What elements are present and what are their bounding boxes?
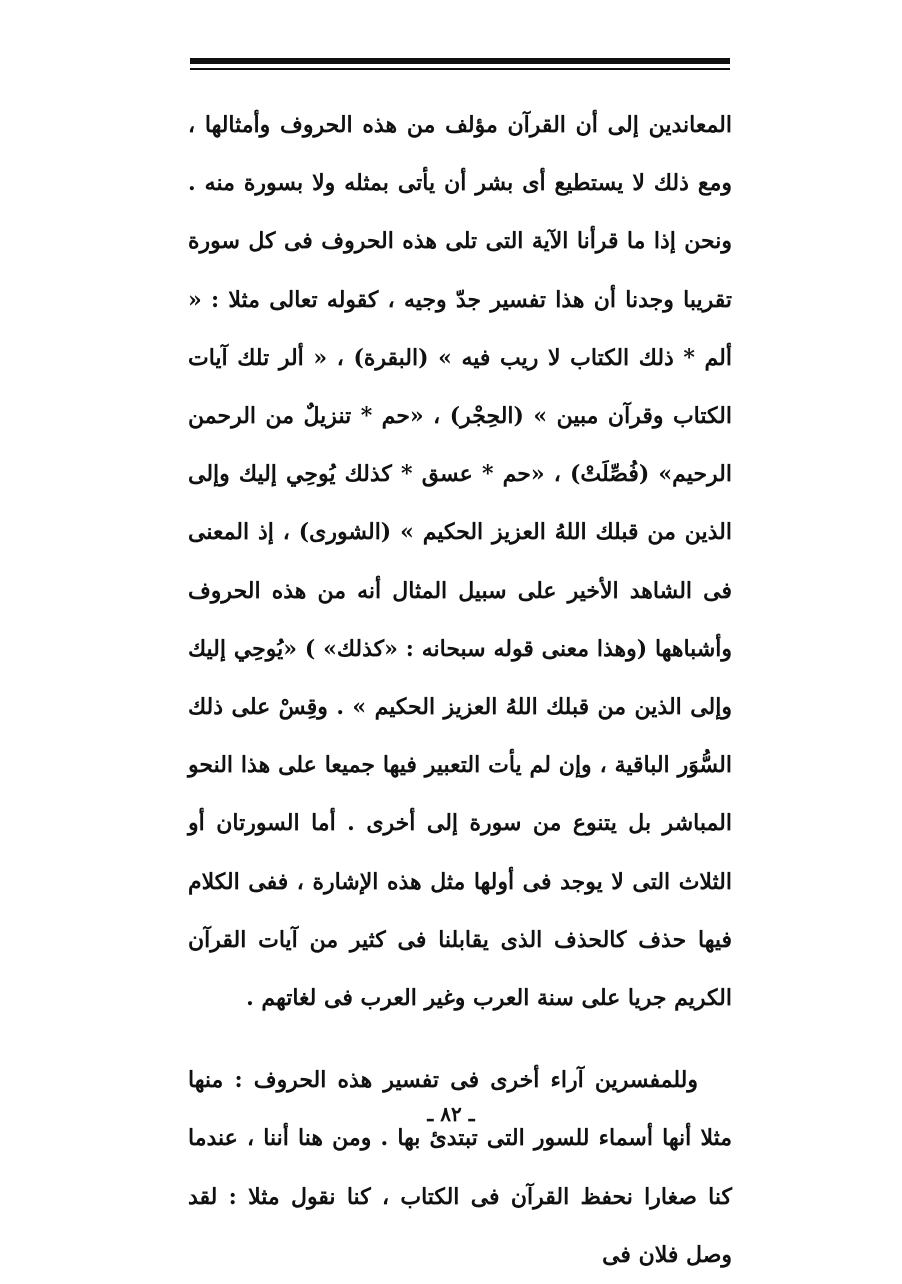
header-rule-thin [190, 68, 730, 70]
header-rule-thick [190, 58, 730, 64]
paragraph: وللمفسرين آراء أخرى فى تفسير هذه الحروف : منها مثلا أنها أسماء للسور التى تبتدئ بها . ومن هنا أننا ، عندما كنا صغارا نحفظ القرآن فى الكتاب ، كنا نقول مثلا : لقد وصل فلان فى [188, 1067, 732, 1268]
page-number: ـ ٨٢ ـ [427, 1102, 475, 1126]
paragraph: المعاندين إلى أن القرآن مؤلف من هذه الحروف وأمثالها ، ومع ذلك لا يستطيع أى بشر أن يأتى بمثله ولا بسورة منه . ونحن إذا ما قرأنا الآية التى تلى هذه الحروف فى كل سورة تقريبا وجدنا أن هذا تفسير جدّ وجيه ، كقوله تعالى مثلا : « ألم * ذلك الكتاب لا ريب فيه » (البقرة) ، « ألر تلك آيات الكتاب وقرآن مبين » (الحِجْر) ، «حم * تنزيلٌ من الرحمن الرحيم» (فُصِّلَتْ) ، «حم * عسق * كذلك يُوحِي إليك وإلى الذين من قبلك اللهُ العزيز الحكيم » (الشورى) ، إذ المعنى فى الشاهد الأخير على سبيل المثال أنه من هذه الحروف وأشباهها (وهذا معنى قوله سبحانه : «كذلك» ) «يُوحِي إليك وإلى الذين من قبلك اللهُ العزيز الحكيم » . وقِسْ على ذلك السُّوَر الباقية ، وإن لم يأت التعبير فيها جميعا على هذا النحو المباشر بل يتنوع من سورة إلى أخرى . أما السورتان أو الثلاث التى لا يوجد فى أولها مثل هذه الإشارة ، ففى الكلام فيها حذف كالحذف الذى يقابلنا فى كثير من آيات القرآن الكريم جريا على سنة العرب وغير العرب فى لغاتهم . [188, 112, 733, 1012]
